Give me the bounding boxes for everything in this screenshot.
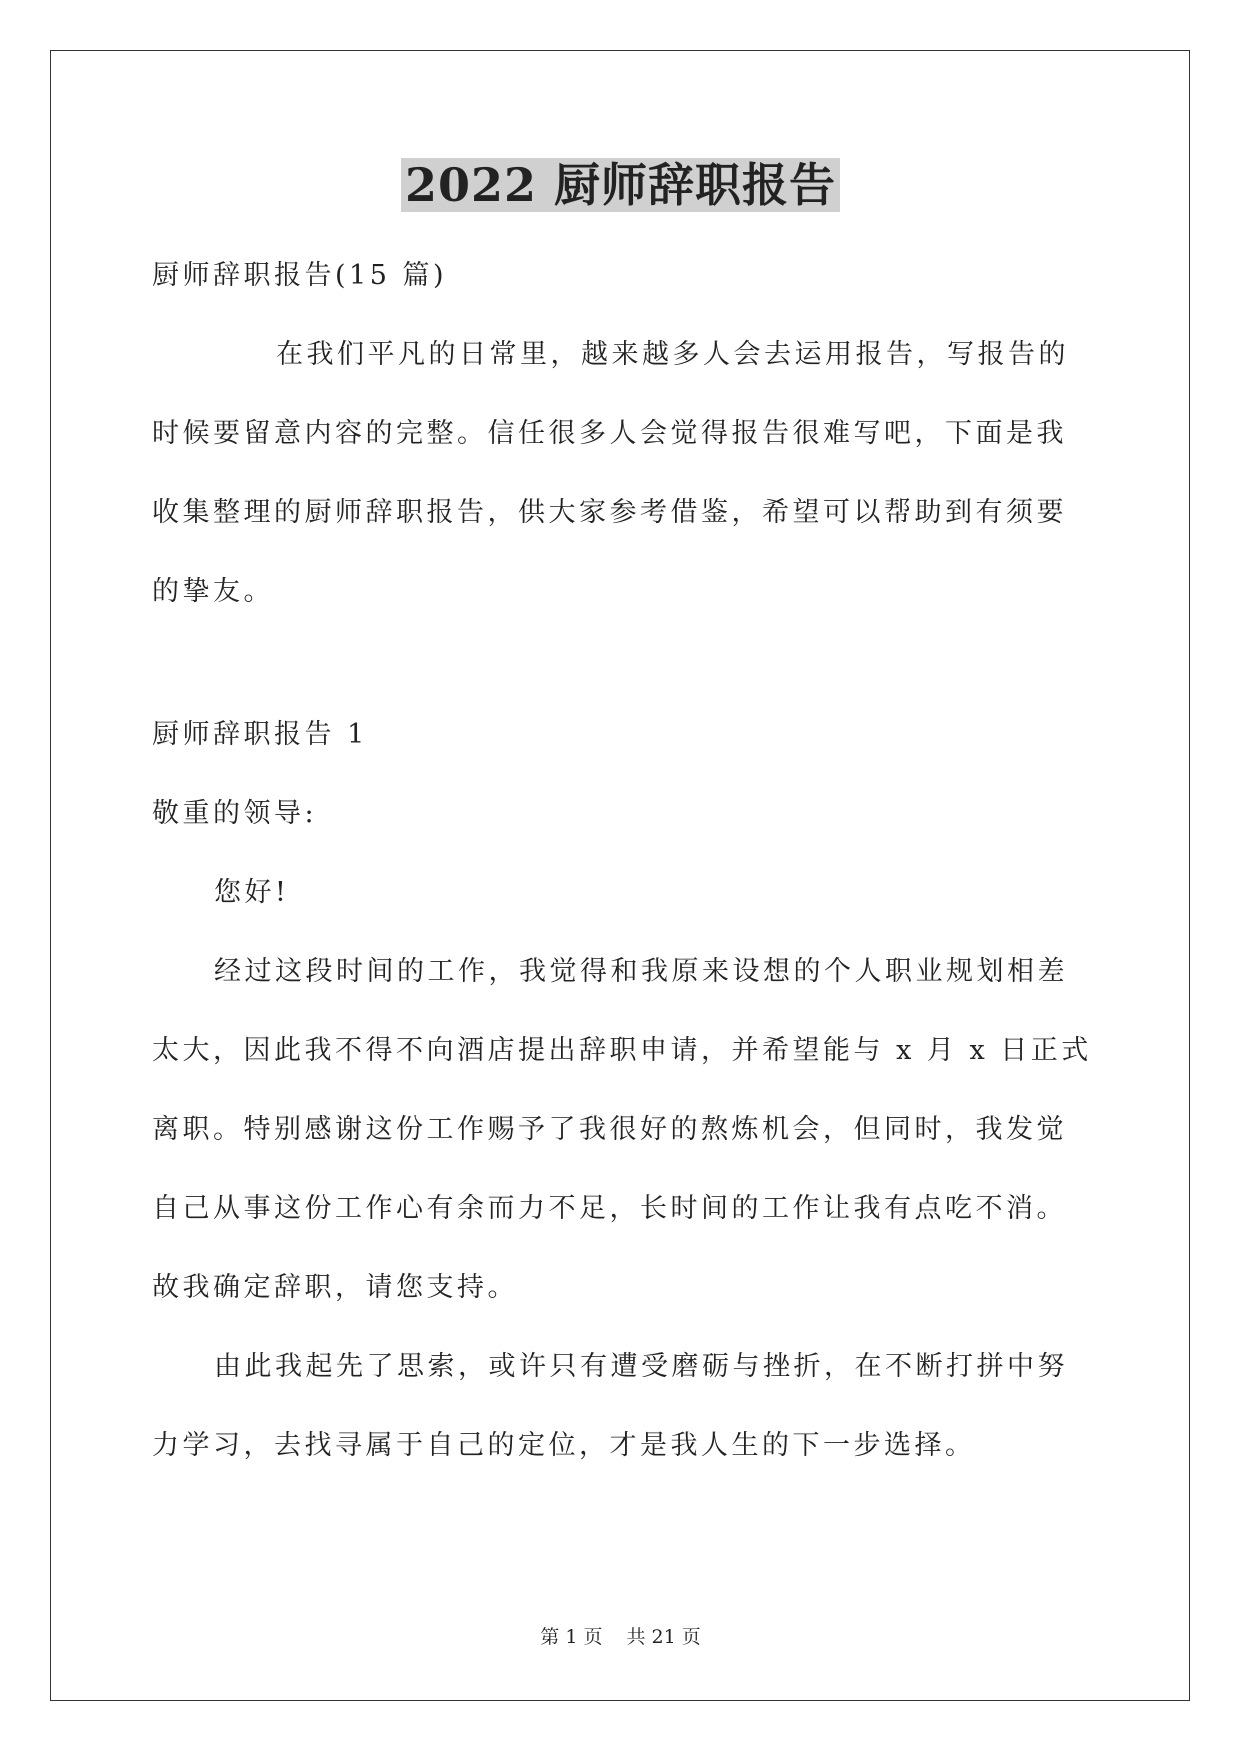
page-number: 第 1 页 bbox=[540, 1626, 603, 1648]
body-paragraph-2: 由此我起先了思索，或许只有遭受磨砺与挫折，在不断打拼中努力学习，去找寻属于自己的定位，才是我人生的下一步选择。 bbox=[152, 1351, 1068, 1461]
page-total: 共 21 页 bbox=[626, 1626, 701, 1648]
section-heading: 厨师辞职报告 1 bbox=[152, 719, 368, 750]
intro-paragraph: 在我们平凡的日常里，越来越多人会去运用报告，写报告的时候要留意内容的完整。信任很多人会觉得报告很难写吧，下面是我收集整理的厨师辞职报告，供大家参考借鉴，希望可以帮助到有须要的挚友。 bbox=[152, 339, 1069, 607]
document-title-text: 2022 厨师辞职报告 bbox=[401, 158, 840, 212]
document-title bbox=[0, 155, 1241, 215]
salutation: 敬重的领导: bbox=[152, 798, 318, 829]
body-paragraph-1: 经过这段时间的工作，我觉得和我原来设想的个人职业规划相差太大，因此我不得不向酒店提出辞职申请，并希望能与 x 月 x 日正式离职。特别感谢这份工作赐予了我很好的熬炼机会，但同时，我发觉自己从事这份工作心有余而力不足，长时间的工作让我有点吃不消。故我确定辞职，请您支持。 bbox=[152, 956, 1092, 1303]
page-footer bbox=[0, 1622, 1241, 1649]
document-subtitle: 厨师辞职报告(15 篇) bbox=[152, 260, 448, 291]
document-body bbox=[152, 236, 1092, 1485]
greeting: 您好! bbox=[214, 877, 290, 908]
section-gap bbox=[152, 631, 1092, 695]
